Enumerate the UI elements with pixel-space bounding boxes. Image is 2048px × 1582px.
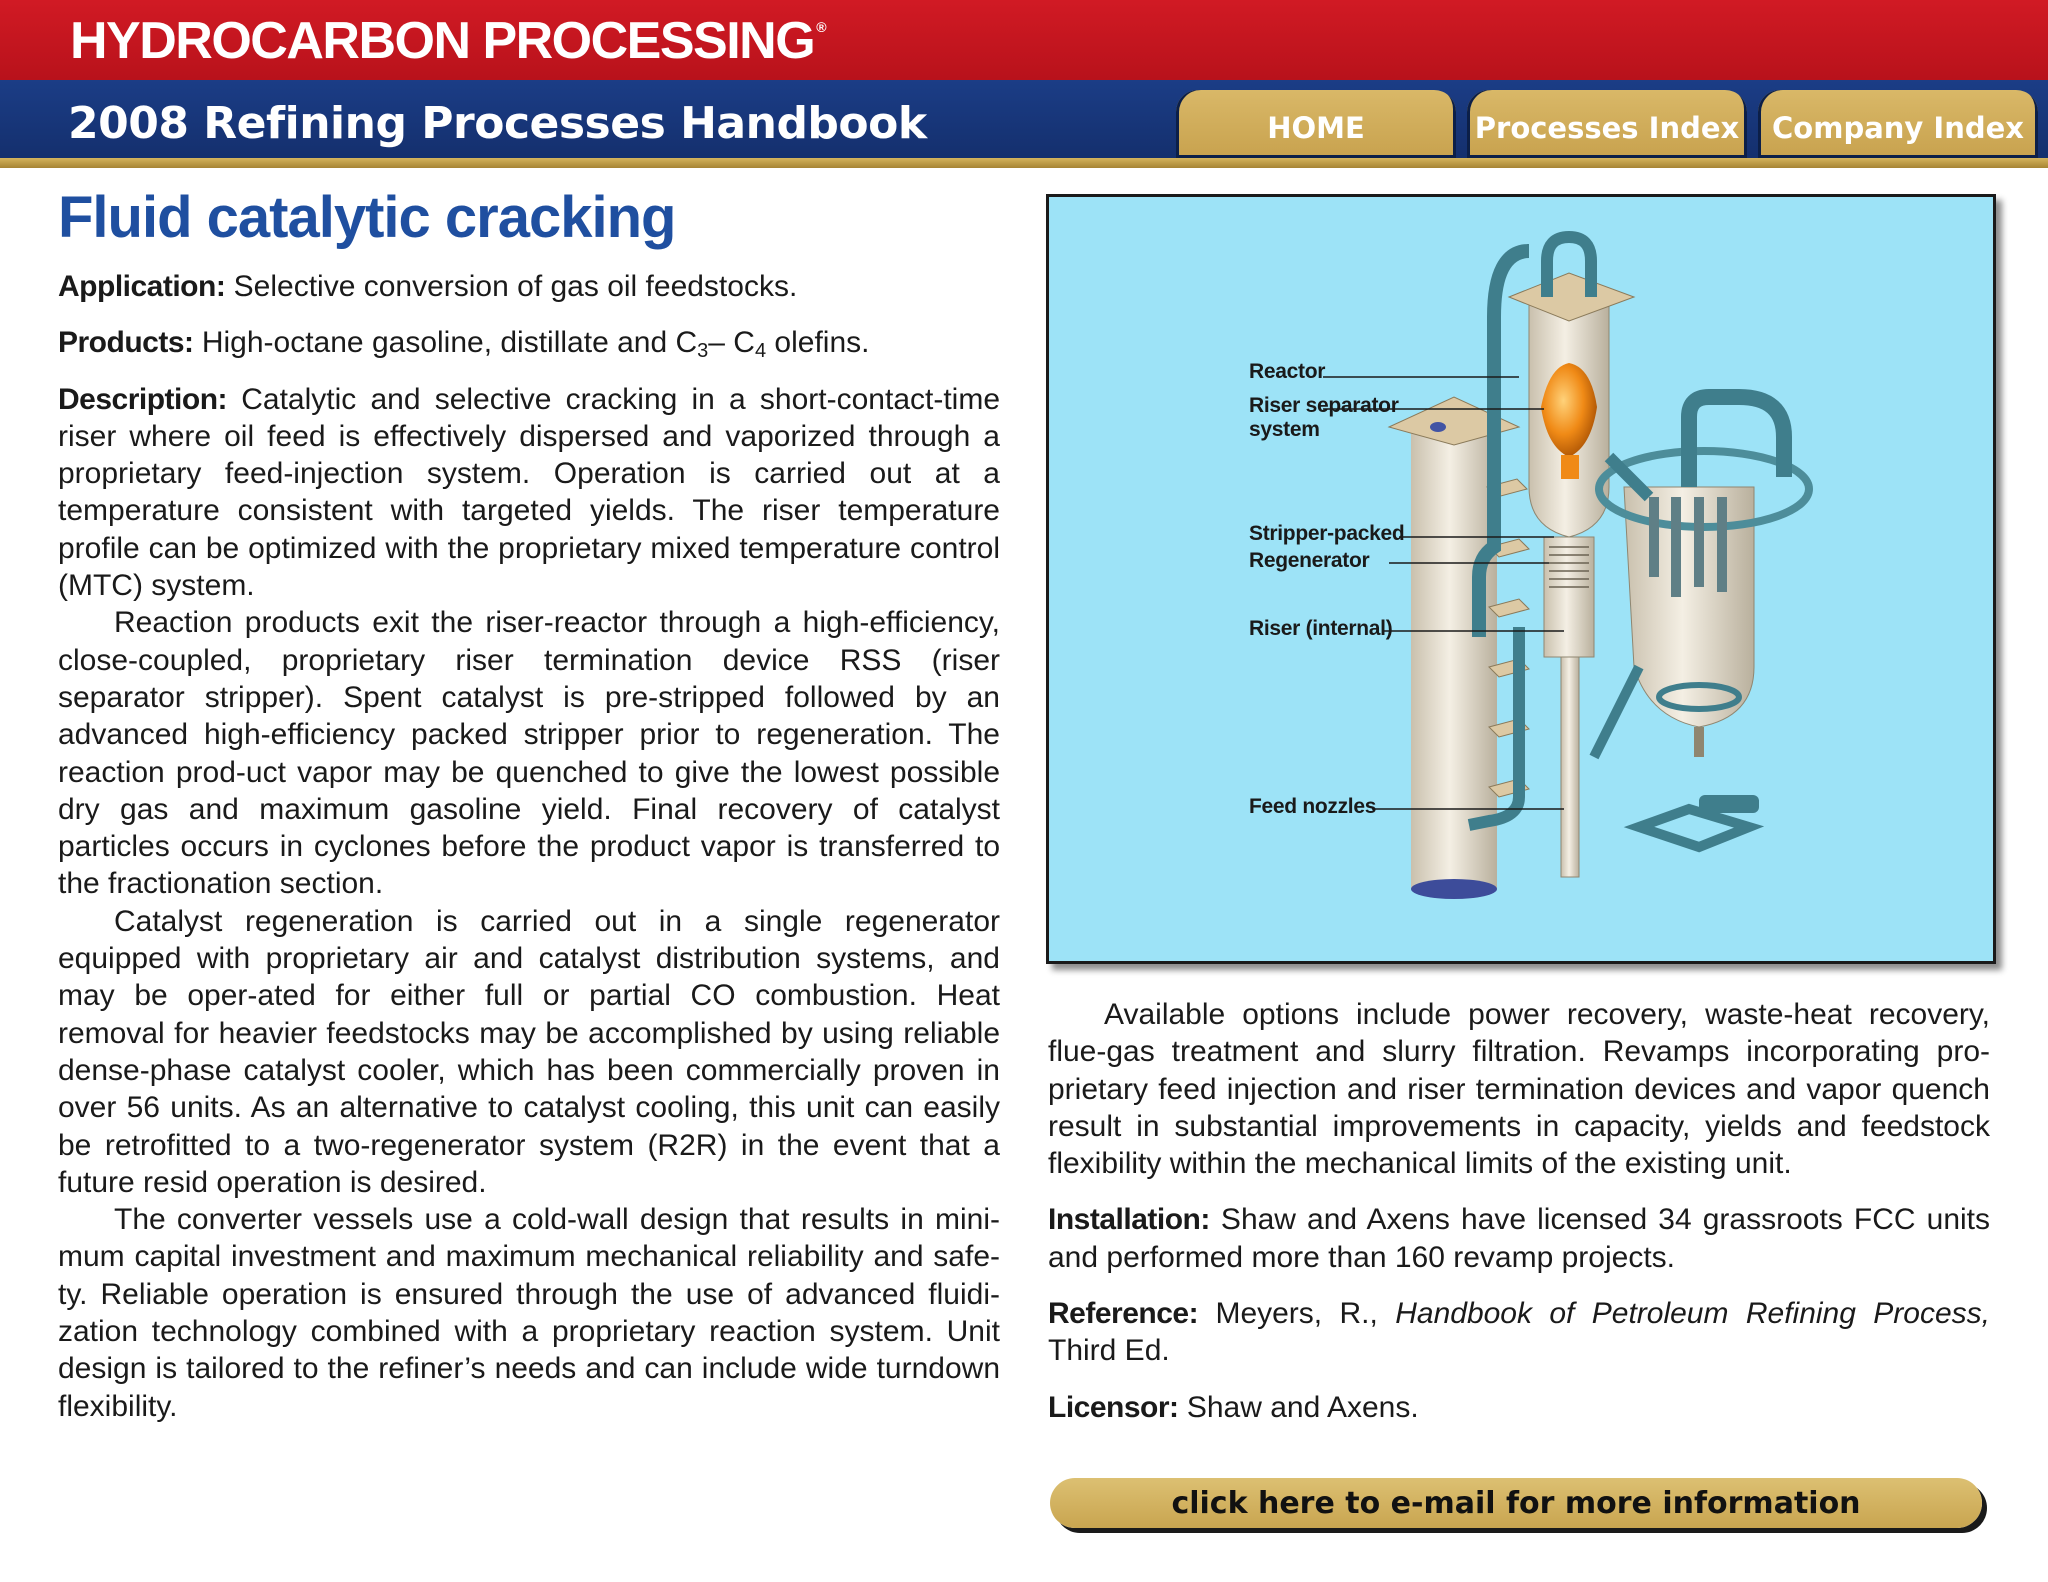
products-text-end: olefins. <box>766 326 870 360</box>
flue-gas-line <box>1689 397 1784 487</box>
products-paragraph <box>58 324 1000 361</box>
air-blower <box>1699 795 1759 813</box>
email-info-button[interactable]: click here to e-mail for more information <box>1050 1478 1982 1528</box>
description-paragraph-2: Reaction products exit the riser-reactor through a high-efficiency, close-coupled, proprietary riser termination device RSS (riser separator stripper). Spent catalyst is pre-stripped followed by an advanced high-efficiency packed stripper prior to regeneration. The reaction prod-uct vapor may be quenched to give the lowest possible dry gas and maximum gasoline yield. Final recovery of catalyst particles occurs in cyclones before the product vapor is transferred to the fractionation section. <box>58 606 1000 901</box>
right-column <box>1048 996 1990 1426</box>
description-label: Description: <box>58 382 228 416</box>
reference-text: Meyers, R., <box>1198 1297 1396 1331</box>
tab-processes-index[interactable]: Processes Index <box>1467 90 1747 158</box>
description-paragraph-4: The converter vessels use a cold-wall design that results in mini-mum capital investment and maximum mechanical reliability and safe-ty. Reliable operation is ensured through the use of advanced fluidi-zation technology combined with a proprietary reaction system. Unit design is tailored to the refiner’s needs and can include wide turndown flexibility. <box>58 1203 1000 1423</box>
reference-edition: Third Ed. <box>1048 1334 1170 1368</box>
application-paragraph <box>58 268 1000 305</box>
label-riser-separator-system: system <box>1249 418 1320 441</box>
label-stripper-packed: Stripper-packed <box>1249 522 1405 545</box>
reference-paragraph <box>1048 1295 1990 1370</box>
tab-company-index[interactable]: Company Index <box>1758 90 2038 158</box>
licensor-text: Shaw and Axens. <box>1178 1390 1419 1424</box>
fcc-unit-drawing <box>1049 197 1993 961</box>
products-sub-4: 4 <box>754 340 767 363</box>
reactor-top-platform <box>1509 273 1634 321</box>
registered-mark: ® <box>816 19 826 35</box>
air-piping <box>1639 809 1749 847</box>
tab-home[interactable]: HOME <box>1176 90 1456 158</box>
products-text: High-octane gasoline, distillate and C <box>193 326 698 360</box>
regenerated-catalyst-line <box>1594 667 1639 757</box>
installation-text: Shaw and Axens have licensed 34 grassroots FCC units and performed more than 160 revamp projects. <box>1048 1203 1990 1274</box>
header-divider <box>0 158 2048 168</box>
left-column <box>58 268 1000 1425</box>
column-base <box>1411 879 1497 899</box>
label-feed-nozzles: Feed nozzles <box>1249 795 1377 818</box>
application-label: Application: <box>58 270 226 303</box>
page-title: Fluid catalytic cracking <box>58 185 676 250</box>
label-regenerator: Regenerator <box>1249 549 1370 572</box>
products-text-mid: – C <box>708 326 755 360</box>
licensor-label: Licensor: <box>1048 1390 1179 1424</box>
brand-name: HYDROCARBON PROCESSING <box>70 12 815 70</box>
installation-label: Installation: <box>1048 1203 1210 1237</box>
label-riser-internal: Riser (internal) <box>1249 617 1393 640</box>
reference-label: Reference: <box>1048 1297 1199 1331</box>
fcc-unit-figure <box>1046 194 1996 964</box>
options-paragraph: Available options include power recovery, waste-heat recovery, flue-gas treatment and slurry filtration. Revamps incorporating pro-prietary feed injection and riser termination devices and vapor quench result in substantial improvements in capacity, yields and feedstock flexibility within the mechanical limits of the existing unit. <box>1048 998 1990 1181</box>
application-text: Selective conversion of gas oil feedstocks. <box>225 270 798 303</box>
products-sub-3: 3 <box>697 340 709 363</box>
riser-separator-neck <box>1561 455 1579 479</box>
installation-paragraph <box>1048 1201 1990 1276</box>
licensor-paragraph <box>1048 1389 1990 1426</box>
riser <box>1561 657 1579 877</box>
description-text-1: Catalytic and selective cracking in a short-contact-time riser where oil feed is effectively dispersed and vaporized through a proprietary feed-injection system. Operation is carried out at a temperature consistent with targeted yields. The riser temperature profile can be optimized with the proprietary mixed temperature control (MTC) system. <box>58 382 1000 603</box>
column-nozzle <box>1430 422 1446 432</box>
brand-logo <box>70 6 825 76</box>
reference-title: Handbook of Petroleum Refining Process, <box>1395 1297 1990 1331</box>
description-paragraph-1 <box>58 381 1000 605</box>
label-riser-separator: Riser separator <box>1249 394 1399 417</box>
label-reactor: Reactor <box>1249 360 1326 383</box>
handbook-title: 2008 Refining Processes Handbook <box>68 98 927 149</box>
description-paragraph-3: Catalyst regeneration is carried out in a single regenerator equipped with proprietary air and catalyst distribution systems, and may be oper-ated for either full or partial CO combustion. Heat removal for heavier feedstocks may be accomplished by using reliable dense-phase catalyst cooler, which has been commercially proven in over 56 units. As an alternative to catalyst cooling, this unit can easily be retrofitted to a two-regenerator system (R2R) in the event that a future resid operation is desired. <box>58 904 1000 1199</box>
products-label: Products: <box>58 326 194 360</box>
